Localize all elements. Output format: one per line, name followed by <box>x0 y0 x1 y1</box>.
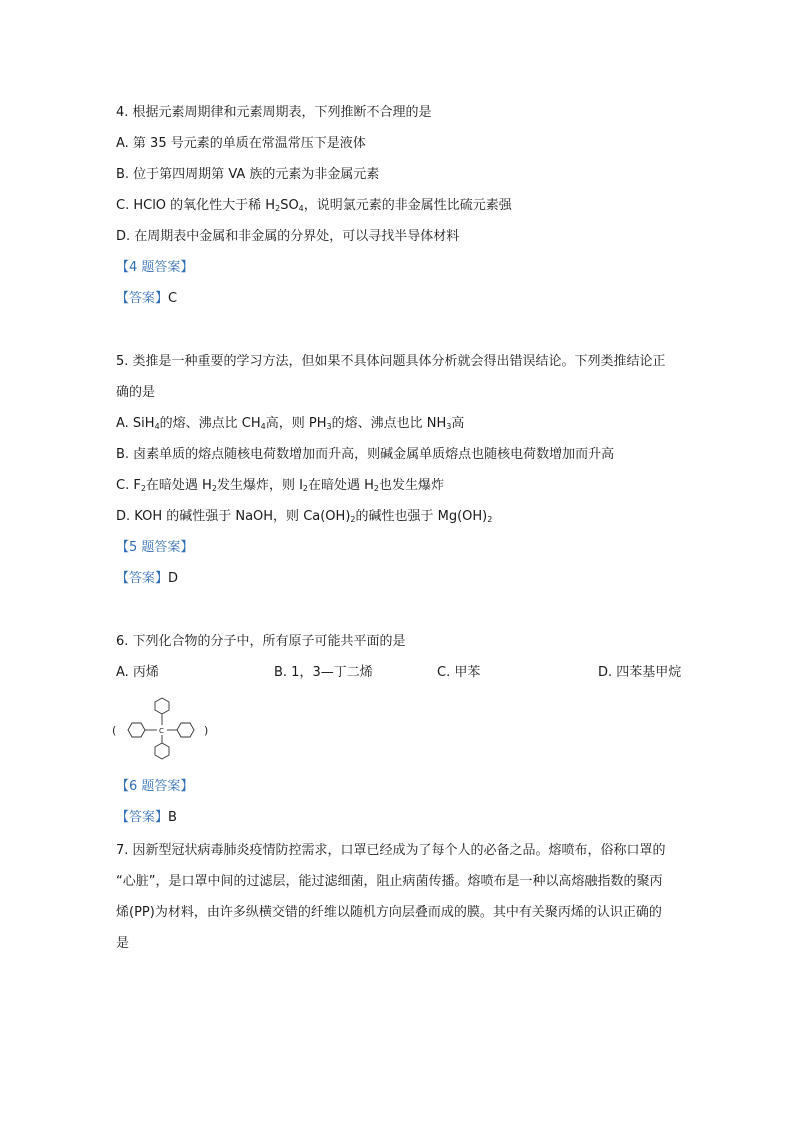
paren-close: ) <box>204 724 209 737</box>
q6-option-a: A. 丙烯 <box>116 665 159 680</box>
central-carbon-label: C <box>159 727 164 735</box>
q4-option-d: D. 在周期表中金属和非金属的分界处，可以寻找半导体材料 <box>116 229 460 244</box>
q4-option-a: A. 第 35 号元素的单质在常温常压下是液体 <box>116 136 366 151</box>
q5-answer-tag: 【5 题答案】 <box>116 540 194 555</box>
q6-option-c: C. 甲苯 <box>437 665 481 680</box>
paren-open: ( <box>112 724 117 737</box>
q5-option-b: B. 卤素单质的熔点随核电荷数增加而升高，则碱金属单质熔点也随核电荷数增加而升高 <box>116 447 615 462</box>
q5-option-d: D. KOH 的碱性强于 NaOH，则 $Ca(OH)_2$的碱性也强于 $Mg(OH)_2$ <box>116 509 493 524</box>
q4-stem: 4. 根据元素周期律和元素周期表，下列推断不合理的是 <box>116 105 432 120</box>
q6-answer: 【答案】B <box>116 810 177 825</box>
q6-answer-tag: 【6 题答案】 <box>116 779 194 794</box>
tetraphenylmethane-structure <box>112 694 212 764</box>
q5-stem-line1: 5. 类推是一种重要的学习方法，但如果不具体问题具体分析就会得出错误结论。下列类推结论正 <box>116 354 666 369</box>
q7-stem-line1: 7. 因新型冠状病毒肺炎疫情防控需求，口罩已经成为了每个人的必备之品。熔喷布，俗称口罩的 <box>116 843 666 858</box>
q4-answer-tag: 【4 题答案】 <box>116 260 194 275</box>
q4-answer: 【答案】C <box>116 291 178 306</box>
q6-option-d: D. 四苯基甲烷 <box>598 665 682 680</box>
q7-stem-line3: 烯(PP)为材料，由许多纵横交错的纤维以随机方向层叠而成的膜。其中有关聚丙烯的认识正确的 <box>116 905 662 920</box>
q4-option-b: B. 位于第四周期第 VA 族的元素为非金属元素 <box>116 167 380 182</box>
q6-stem: 6. 下列化合物的分子中，所有原子可能共平面的是 <box>116 634 406 649</box>
q7-stem-line4: 是 <box>116 936 130 951</box>
q5-answer: 【答案】D <box>116 571 179 586</box>
q6-option-b: B. 1，3—丁二烯 <box>274 665 373 680</box>
q7-stem-line2: “心脏”，是口罩中间的过滤层，能过滤细菌，阻止病菌传播。熔喷布是一种以高熔融指数的聚丙 <box>116 874 663 889</box>
q4-option-c: C. HClO 的氧化性大于稀 $H_2SO_4$，说明氯元素的非金属性比硫元素强 <box>116 198 512 213</box>
q5-option-a: A. SiH$_4$的熔、沸点比 $CH_4$高，则 $PH_3$的熔、沸点也比 $NH_3$高 <box>116 416 465 431</box>
q5-option-c: C. $F_2$在暗处遇 $H_2$发生爆炸，则 $I_2$在暗处遇 $H_2$也发生爆炸 <box>116 478 445 493</box>
q5-stem-line2: 确的是 <box>116 385 156 400</box>
